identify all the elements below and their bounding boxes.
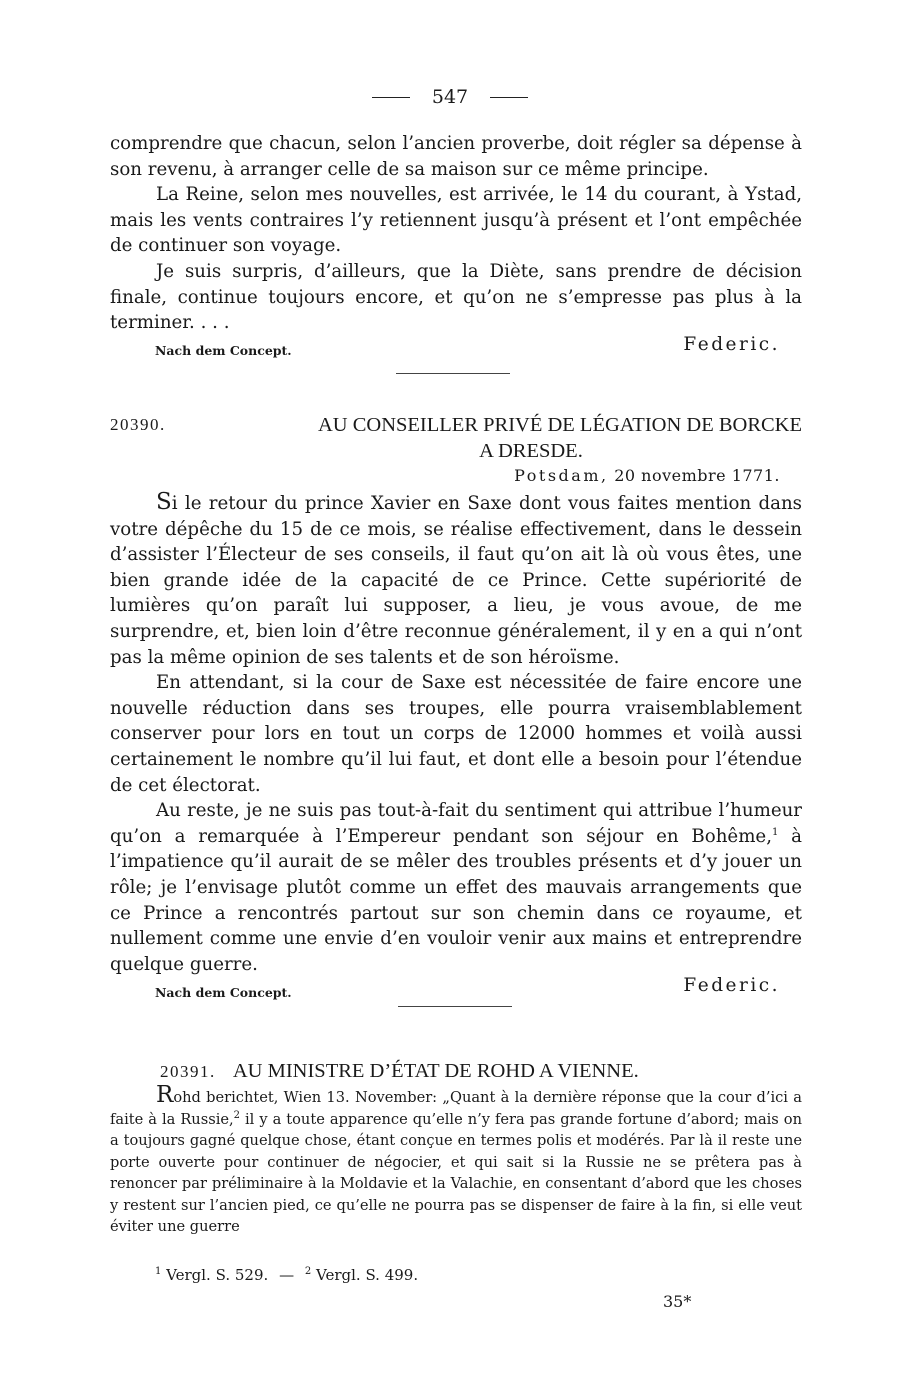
paragraph: Au reste, je ne suis pas tout-à-fait du sentiment qui attribue l’humeur qu’on a remarquée à l’Empereur pendant son séjour en Bohême,$^1$ à l’impatience qu’il aurait de se mêler des troubles présents et d’y jouer un rôle; je l’envisage plutôt comme un effet des mauvais arrangements que ce Prince a rencontrés partout sur son chemin dans ce royaume, et nullement comme une envie d’en vouloir venir aux mains et entreprendre quelque guerre. <box>110 800 803 975</box>
footnote-mark: 2 <box>304 1266 312 1277</box>
letter-summary <box>110 1082 802 1238</box>
paragraph: Je suis surpris, d’ailleurs, que la Diète, sans prendre de décision finale, continue toujours encore, et qu’on ne s’empresse pas plus à la terminer. . . . <box>110 260 802 334</box>
header-dash-left <box>372 97 410 98</box>
signature-mark: 35* <box>663 1292 692 1311</box>
letter-heading-line2: A DRESDE. <box>479 440 583 462</box>
block1-text <box>110 131 802 360</box>
drop-cap: R <box>156 1082 174 1108</box>
header-dash-right <box>490 97 528 98</box>
section-divider <box>398 1006 512 1007</box>
signature: Federic. <box>683 333 780 355</box>
page-header <box>0 86 900 108</box>
letter-title <box>110 412 802 464</box>
letter-number: 20390. <box>110 415 166 434</box>
letter-number: 20391. <box>160 1062 216 1081</box>
dateline-place: Potsdam, <box>514 466 609 485</box>
letter-body <box>110 490 802 1001</box>
dateline <box>514 466 780 485</box>
footnote-text: Vergl. S. 499. <box>316 1266 419 1284</box>
section-divider <box>396 373 510 374</box>
paragraph: Rohd berichtet, Wien 13. November: „Quant à la dernière réponse que la cour d’ici a faite à la Russie,$^2$ il y a toute apparence qu’elle n’y fera pas grande fortune d’abord; mais on a toujours gagné quelque chose, étant conçue en termes polis et modérés. Par là il reste une porte ouverte pour continuer de négocier, et qui sait si la Russie ne se prêtera pas à renoncer par préliminaire à la Moldavie et la Valachie, en consentant d’abord que les choses y restent sur l’ancien pied, ce qu’elle ne pourra pas se dispenser de faire à la fin, si elle veut éviter une guerre <box>110 1082 802 1235</box>
letter-heading: AU CONSEILLER PRIVÉ DE LÉGATION DE BORCKE <box>317 414 802 436</box>
paragraph: Si le retour du prince Xavier en Saxe dont vous faites mention dans votre dépêche du 15 de ce mois, se réalise effectivement, dans le dessein d’assister l’Électeur de ses conseils, il faut qu’on ait là où vous êtes, une bien grande idée de la capacité de ce Prince. Cette supériorité de lumières qu’on paraît lui supposer, a lieu, je vous avoue, de me surprendre, et, bien loin d’être reconnue généralement, il y en a qui n’ont pas la même opinion de ses talents et de son héroïsme. <box>110 489 802 668</box>
page-number: 547 <box>431 86 469 108</box>
paragraph: comprendre que chacun, selon l’ancien proverbe, doit régler sa dépense à son revenu, à arranger celle de sa maison sur ce même principe. <box>110 133 802 180</box>
letter-title <box>160 1058 802 1085</box>
footnote-separator: — <box>279 1266 295 1284</box>
footnotes <box>155 1266 418 1284</box>
concept-note: Nach dem Concept. <box>155 343 292 358</box>
footnote-text: Vergl. S. 529. <box>166 1266 269 1284</box>
drop-cap: S <box>156 489 172 515</box>
dateline-date: 20 novembre 1771. <box>614 466 780 485</box>
signature: Federic. <box>683 975 780 997</box>
letter-heading: AU MINISTRE D’ÉTAT DE ROHD A VIENNE. <box>232 1060 639 1082</box>
footnote-ref: 2 <box>233 1109 241 1121</box>
paragraph: La Reine, selon mes nouvelles, est arrivée, le 14 du courant, à Ystad, mais les vents contraires l’y retiennent jusqu’à présent et l’ont empêchée de continuer son voyage. <box>110 184 802 257</box>
footnote-mark: 1 <box>155 1266 162 1277</box>
paragraph: En attendant, si la cour de Saxe est nécessitée de faire encore une nouvelle réduction dans ses troupes, elle pourra vraisemblablement conserver pour lors en tout un corps de 12000 hommes et voilà aussi certainement le nombre qu’il lui faut, et dont elle a besoin pour l’étendue de cet électorat. <box>110 672 802 796</box>
footnote-ref: 1 <box>771 826 779 838</box>
concept-note: Nach dem Concept. <box>155 985 292 1000</box>
